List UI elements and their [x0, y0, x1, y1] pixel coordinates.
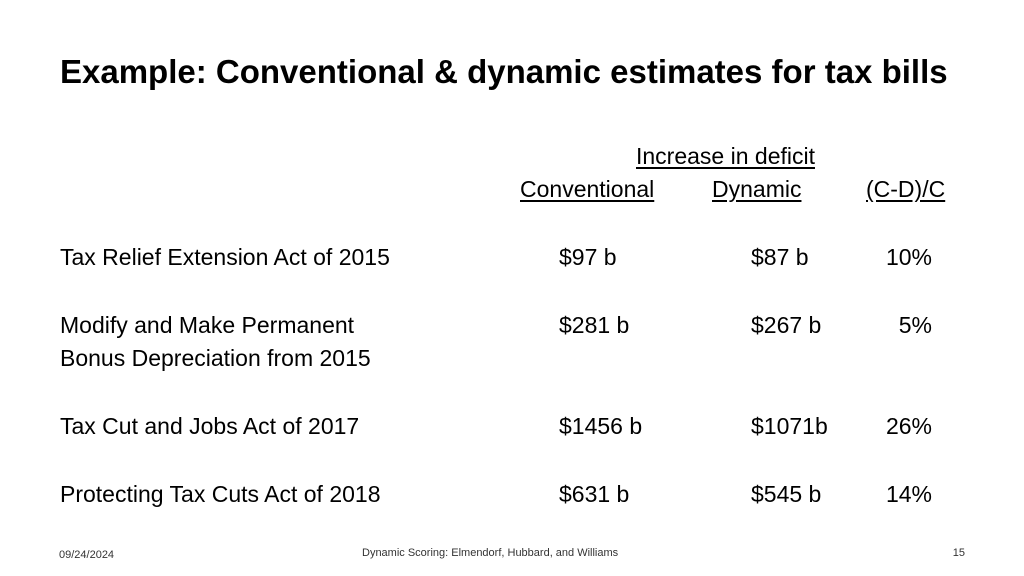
- row-label: Protecting Tax Cuts Act of 2018: [60, 481, 381, 507]
- ratio-value: 14%: [885, 481, 932, 507]
- dynamic-value: $545 b: [751, 481, 822, 507]
- ratio-column-header: (C-D)/C: [866, 176, 946, 202]
- dynamic-value: $1071b: [751, 413, 828, 439]
- slide-title: Example: Conventional & dynamic estimates for tax bills: [60, 53, 948, 90]
- ratio-value: 26%: [885, 413, 932, 439]
- dynamic-column-header: Dynamic: [712, 176, 802, 202]
- row-label: Modify and Make Permanent: [60, 312, 355, 338]
- increase-in-deficit-header: Increase in deficit: [636, 143, 815, 169]
- row-label: Tax Relief Extension Act of 2015: [60, 244, 390, 270]
- footer-center-text: Dynamic Scoring: Elmendorf, Hubbard, and Williams: [362, 547, 619, 559]
- page-number: 15: [952, 547, 965, 559]
- ratio-value: 10%: [885, 244, 932, 270]
- conventional-value: $281 b: [559, 312, 630, 338]
- row-label-line2: Bonus Depreciation from 2015: [60, 345, 371, 371]
- conventional-value: $1456 b: [559, 413, 643, 439]
- footer-date: 09/24/2024: [59, 549, 115, 561]
- row-label: Tax Cut and Jobs Act of 2017: [60, 413, 360, 439]
- conventional-value: $631 b: [559, 481, 630, 507]
- conventional-column-header: Conventional: [520, 176, 655, 202]
- dynamic-value: $267 b: [751, 312, 822, 338]
- conventional-value: $97 b: [559, 244, 617, 270]
- dynamic-value: $87 b: [751, 244, 809, 270]
- ratio-value: 5%: [898, 312, 932, 338]
